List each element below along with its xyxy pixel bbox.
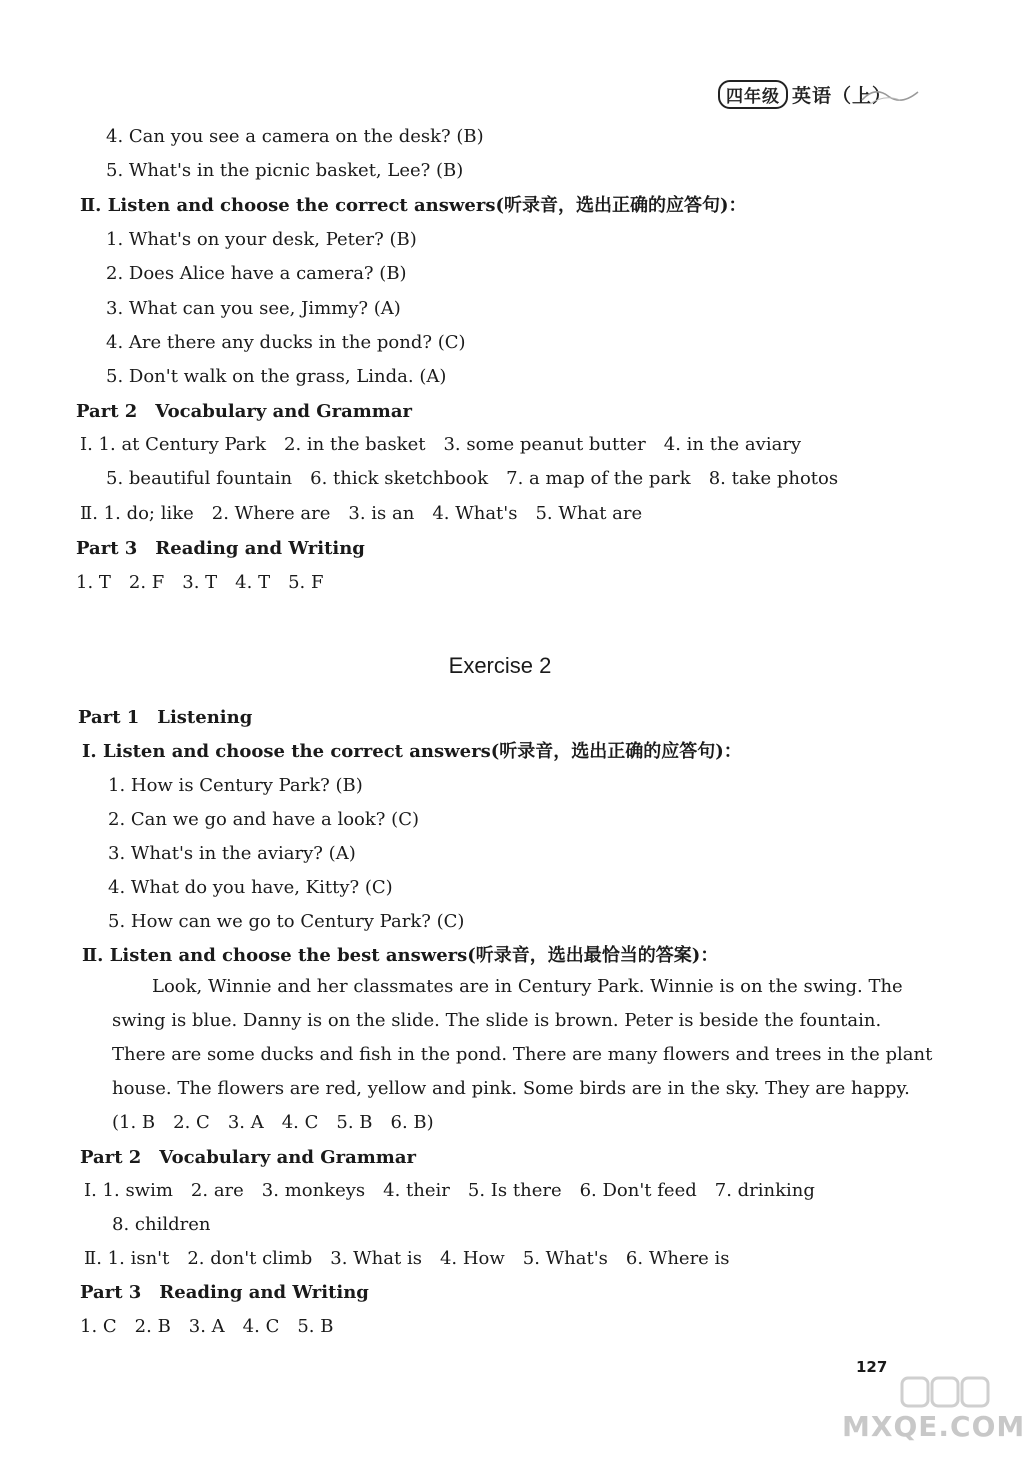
e2-passage-line1: Look, Winnie and her classmates are in Century Park. Winnie is on the swing. The bbox=[152, 976, 903, 997]
s1-p3-answers: 1. T 2. F 3. T 4. T 5. F bbox=[76, 572, 324, 593]
e2-ii-answers: (1. B 2. C 3. A 4. C 5. B 6. B) bbox=[112, 1112, 434, 1133]
s1-ii-1: 1. What's on your desk, Peter? (B) bbox=[106, 229, 417, 250]
page-number: 127 bbox=[856, 1358, 888, 1376]
watermark-text: MXQE.COM bbox=[842, 1410, 1025, 1443]
s1-p2-i-line1: Ⅰ. 1. at Century Park 2. in the basket 3. some peanut butter 4. in the aviary bbox=[80, 434, 802, 455]
e2-ii-heading: Ⅱ. Listen and choose the best answers(听录音，选出最恰当的答案)： bbox=[82, 945, 719, 966]
subject-label: 英语（上） bbox=[792, 85, 893, 107]
s1-ii-4: 4. Are there any ducks in the pond? (C) bbox=[106, 332, 466, 353]
s1-listening-5: 5. What's in the picnic basket, Lee? (B) bbox=[106, 160, 464, 181]
s1-ii-2: 2. Does Alice have a camera? (B) bbox=[106, 263, 407, 284]
e2-i-4: 4. What do you have, Kitty? (C) bbox=[108, 877, 393, 898]
s1-part2-heading: Part 2 Vocabulary and Grammar bbox=[76, 401, 412, 422]
e2-part1-heading: Part 1 Listening bbox=[78, 707, 253, 728]
e2-p3-answers: 1. C 2. B 3. A 4. C 5. B bbox=[80, 1316, 334, 1337]
exercise-2-title: Exercise 2 bbox=[448, 653, 552, 678]
e2-p2-i-line1: Ⅰ. 1. swim 2. are 3. monkeys 4. their 5. Is there 6. Don't feed 7. drinking bbox=[84, 1180, 815, 1201]
e2-i-5: 5. How can we go to Century Park? (C) bbox=[108, 911, 465, 932]
e2-i-heading: Ⅰ. Listen and choose the correct answers(听录音，选出正确的应答句)： bbox=[82, 741, 742, 762]
e2-i-1: 1. How is Century Park? (B) bbox=[108, 775, 363, 796]
e2-passage-line2: swing is blue. Danny is on the slide. The slide is brown. Peter is beside the fountain. bbox=[112, 1010, 882, 1031]
e2-i-3: 3. What's in the aviary? (A) bbox=[108, 843, 356, 864]
s1-ii-3: 3. What can you see, Jimmy? (A) bbox=[106, 298, 401, 319]
s1-p2-i-line2: 5. beautiful fountain 6. thick sketchbook 7. a map of the park 8. take photos bbox=[106, 468, 839, 489]
e2-passage-line3: There are some ducks and fish in the pond. There are many flowers and trees in the plant bbox=[112, 1044, 933, 1065]
e2-p2-i-line2: 8. children bbox=[112, 1214, 211, 1235]
e2-p2-ii: Ⅱ. 1. isn't 2. don't climb 3. What is 4. How 5. What's 6. Where is bbox=[84, 1248, 730, 1269]
e2-part3-heading: Part 3 Reading and Writing bbox=[80, 1282, 369, 1303]
s1-p2-ii: Ⅱ. 1. do; like 2. Where are 3. is an 4. What's 5. What are bbox=[80, 503, 643, 524]
s1-ii-5: 5. Don't walk on the grass, Linda. (A) bbox=[106, 366, 447, 387]
header-decoration-icon bbox=[860, 78, 920, 108]
e2-passage-line4: house. The flowers are red, yellow and pink. Some birds are in the sky. They are happy. bbox=[112, 1078, 910, 1099]
e2-i-2: 2. Can we go and have a look? (C) bbox=[108, 809, 419, 830]
s1-part3-heading: Part 3 Reading and Writing bbox=[76, 538, 365, 559]
watermark-logo-icon bbox=[900, 1372, 990, 1412]
s1-listening-4: 4. Can you see a camera on the desk? (B) bbox=[106, 126, 484, 147]
s1-ii-heading: Ⅱ. Listen and choose the correct answers(听录音，选出正确的应答句)： bbox=[80, 195, 747, 216]
grade-badge: 四年级 bbox=[718, 80, 788, 109]
e2-part2-heading: Part 2 Vocabulary and Grammar bbox=[80, 1147, 416, 1168]
